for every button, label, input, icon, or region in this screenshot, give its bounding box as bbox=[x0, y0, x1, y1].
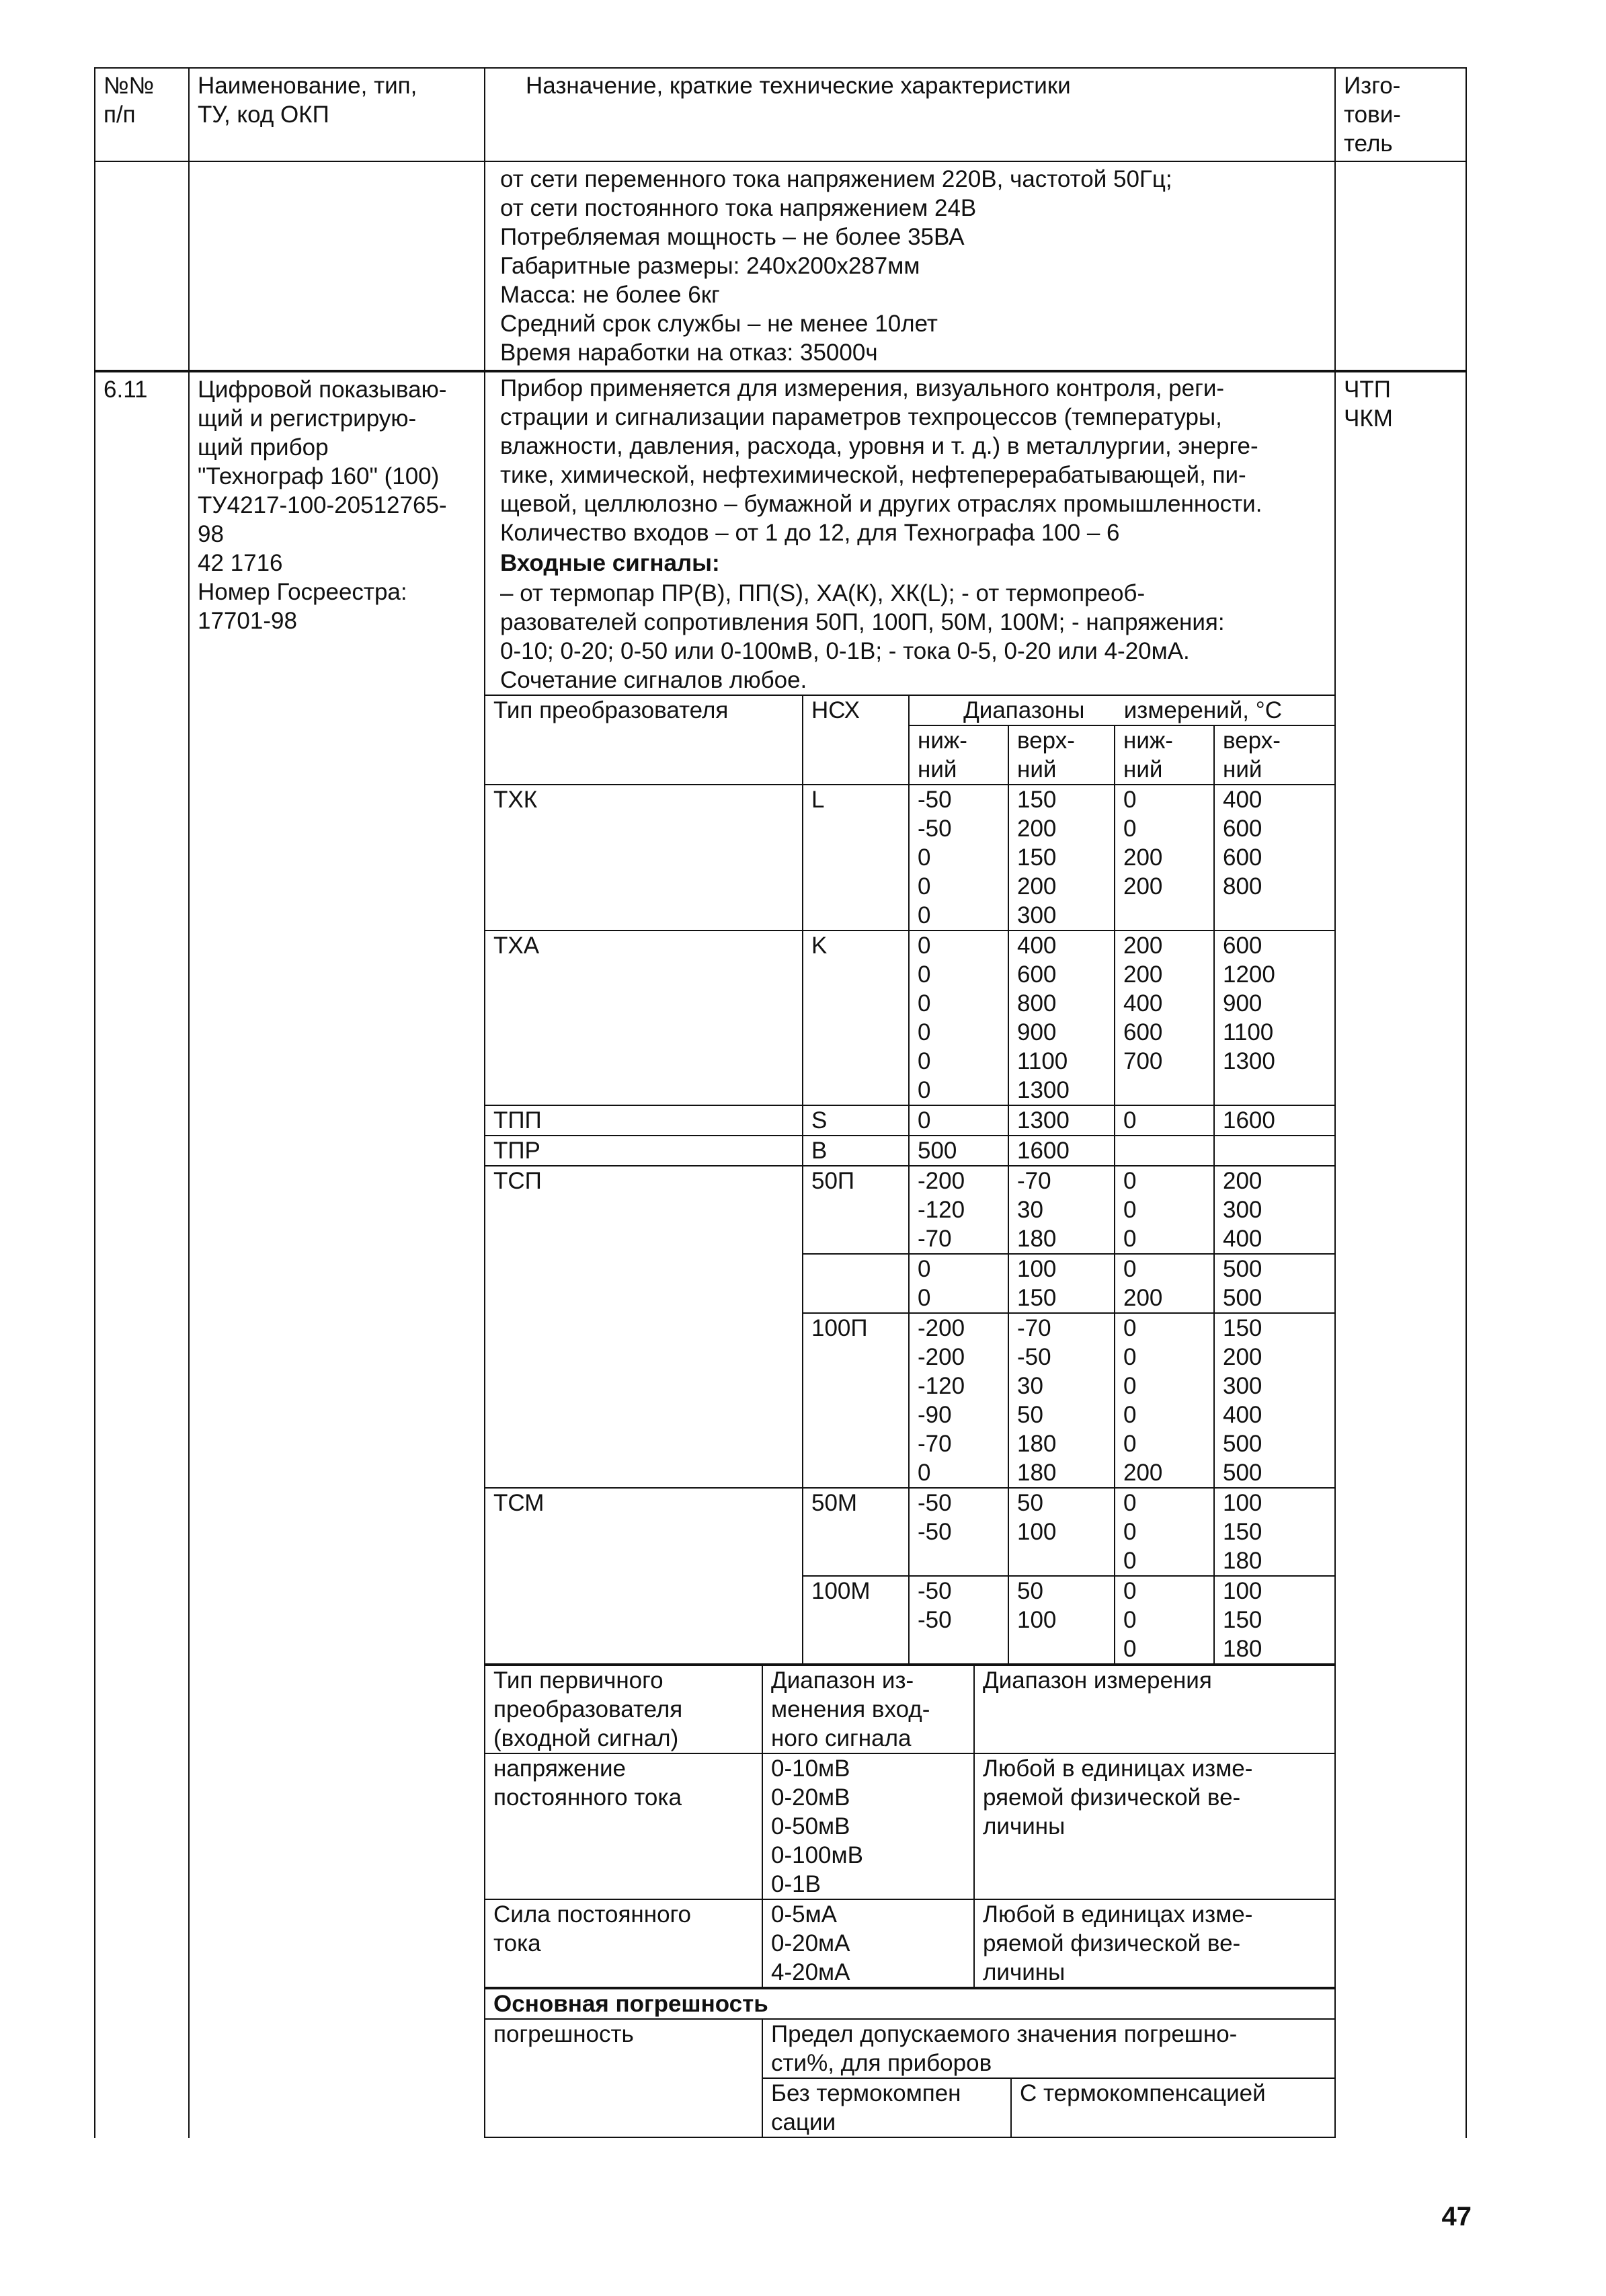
range-type: ТХК bbox=[485, 785, 803, 931]
signal-header-row bbox=[485, 1665, 1336, 1753]
range-lower-2: 200 200 400 600 700 bbox=[1115, 931, 1214, 1105]
item-description: Прибор применяется для измерения, визуального контроля, реги- страции и сигнализации параметров техпроцессов (температуры, влажности, давления, расхода, уровня и т. д.) в металлургии, энерге- тике, химической, нефтехимической, нефтеперерабатывающей, пи- щевой, целлюлозно – бумажной и других отраслях промышленности. Количество входов – от 1 до 12, для Технографа 100 – 6 bbox=[500, 375, 1262, 546]
header-maker: Изго- тови- тель bbox=[1335, 68, 1466, 161]
range-row bbox=[485, 1136, 1336, 1166]
range-lower-1: -50 -50 0 0 0 bbox=[909, 785, 1008, 931]
range-row bbox=[485, 1105, 1336, 1136]
accuracy-title: Основная погрешность bbox=[485, 1989, 1336, 2019]
accuracy-without-compensation: Без термокомпен сации bbox=[762, 2078, 1011, 2137]
range-lower-1: -50 -50 bbox=[909, 1488, 1008, 1576]
range-nsx: B bbox=[803, 1136, 909, 1166]
range-header-low2: ниж- ний bbox=[1115, 725, 1214, 785]
range-header-row bbox=[485, 695, 1336, 725]
range-lower-2: 0 0 0 bbox=[1115, 1576, 1214, 1664]
continuation-line: Средний срок службы – не менее 10лет bbox=[500, 311, 938, 337]
inputs-text: – от термопар ПР(В), ПП(S), ХА(К), ХК(L); - от термопреоб- разователей сопротивления 50П, 100П, 50М, 100М; - напряжения: 0-10; 0-20; 0-50 или 0-100мВ, 0-1В; - тока 0-5, 0-20 или 4-20мА. Сочетание сигналов любое. bbox=[500, 580, 1225, 693]
signal-row bbox=[485, 1753, 1336, 1899]
range-type: ТПР bbox=[485, 1136, 803, 1166]
continuation-line: Масса: не более 6кг bbox=[500, 282, 720, 308]
signal-header-measure: Диапазон измерения bbox=[974, 1665, 1336, 1753]
signal-change: 0-5мА 0-20мА 4-20мА bbox=[762, 1899, 974, 1987]
accuracy-label: погрешность bbox=[485, 2019, 762, 2137]
accuracy-table bbox=[485, 1988, 1336, 2138]
range-row bbox=[485, 1488, 1336, 1576]
range-upper-1: 100 150 bbox=[1008, 1254, 1115, 1313]
signal-row bbox=[485, 1899, 1336, 1987]
range-header-low1: ниж- ний bbox=[909, 725, 1008, 785]
range-lower-1: -50 -50 bbox=[909, 1576, 1008, 1664]
range-table bbox=[485, 695, 1336, 1665]
header-name: Наименование, тип, ТУ, код ОКП bbox=[189, 68, 485, 161]
range-lower-2 bbox=[1115, 1136, 1214, 1166]
range-type: ТСМ bbox=[485, 1488, 803, 1664]
range-row bbox=[485, 1166, 1336, 1254]
signal-measure: Любой в единицах изме- ряемой физической ве- личины bbox=[974, 1899, 1336, 1987]
catalog-table bbox=[94, 67, 1467, 2138]
range-upper-1: 50 100 bbox=[1008, 1576, 1115, 1664]
range-type: ТПП bbox=[485, 1105, 803, 1136]
range-nsx: 100М bbox=[803, 1576, 909, 1664]
range-lower-2: 0 bbox=[1115, 1105, 1214, 1136]
continuation-line: от сети переменного тока напряжением 220В, частотой 50Гц; bbox=[500, 166, 1172, 192]
range-lower-1: 0 bbox=[909, 1105, 1008, 1136]
range-upper-1: 1300 bbox=[1008, 1105, 1115, 1136]
range-header-type: Тип преобразователя bbox=[485, 695, 803, 785]
range-lower-2: 0 0 0 bbox=[1115, 1166, 1214, 1254]
range-upper-1: 1600 bbox=[1008, 1136, 1115, 1166]
signal-header-primary: Тип первичного преобразователя (входной сигнал) bbox=[485, 1665, 762, 1753]
range-nsx: 50П bbox=[803, 1166, 909, 1254]
continuation-line: от сети постоянного тока напряжением 24В bbox=[500, 195, 977, 221]
item-row bbox=[95, 371, 1466, 2138]
item-name: Цифровой показываю- щий и регистрирую- щий прибор "Технограф 160" (100) ТУ4217-100-20512765- 98 42 1716 Номер Госреестра: 17701-98 bbox=[189, 371, 485, 2138]
continuation-line: Габаритные размеры: 240х200х287мм bbox=[500, 253, 920, 279]
range-upper-2: 100 150 180 bbox=[1214, 1576, 1336, 1664]
continuation-text bbox=[485, 161, 1335, 371]
signal-measure: Любой в единицах изме- ряемой физической ве- личины bbox=[974, 1753, 1336, 1899]
range-lower-2: 0 0 200 200 bbox=[1115, 785, 1214, 931]
signal-header-change: Диапазон из- менения вход- ного сигнала bbox=[762, 1665, 974, 1753]
range-row bbox=[485, 785, 1336, 931]
range-lower-2: 0 200 bbox=[1115, 1254, 1214, 1313]
range-upper-2: 150 200 300 400 500 500 bbox=[1214, 1313, 1336, 1488]
signal-change: 0-10мВ 0-20мВ 0-50мВ 0-100мВ 0-1В bbox=[762, 1753, 974, 1899]
item-number: 6.11 bbox=[95, 371, 189, 2138]
range-lower-2: 0 0 0 0 0 200 bbox=[1115, 1313, 1214, 1488]
accuracy-with-compensation: С термокомпенсацией bbox=[1011, 2078, 1336, 2137]
range-upper-1: 400 600 800 900 1100 1300 bbox=[1008, 931, 1115, 1105]
range-type: ТСП bbox=[485, 1166, 803, 1488]
continuation-line: Время наработки на отказ: 35000ч bbox=[500, 340, 878, 366]
accuracy-title-row bbox=[485, 1989, 1336, 2019]
catalog-sheet bbox=[94, 67, 1466, 2138]
range-nsx: K bbox=[803, 931, 909, 1105]
range-lower-1: 0 0 0 0 0 0 bbox=[909, 931, 1008, 1105]
range-nsx: L bbox=[803, 785, 909, 931]
range-lower-1: -200 -120 -70 bbox=[909, 1166, 1008, 1254]
signal-primary: напряжение постоянного тока bbox=[485, 1753, 762, 1899]
range-nsx: 100П bbox=[803, 1313, 909, 1488]
range-upper-2: 200 300 400 bbox=[1214, 1166, 1336, 1254]
range-upper-1: 150 200 150 200 300 bbox=[1008, 785, 1115, 931]
table-header-row bbox=[95, 68, 1466, 161]
range-lower-1: -200 -200 -120 -90 -70 0 bbox=[909, 1313, 1008, 1488]
range-header-high1: верх- ний bbox=[1008, 725, 1115, 785]
accuracy-limit-row bbox=[485, 2019, 1336, 2078]
accuracy-limit: Предел допускаемого значения погрешно- сти%, для приборов bbox=[762, 2019, 1336, 2078]
header-num: №№ п/п bbox=[95, 68, 189, 161]
header-purpose: Назначение, краткие технические характеристики bbox=[485, 68, 1335, 161]
range-header-nsx: НСХ bbox=[803, 695, 909, 785]
range-row bbox=[485, 931, 1336, 1105]
range-upper-1: -70 30 180 bbox=[1008, 1166, 1115, 1254]
range-nsx bbox=[803, 1254, 909, 1313]
page-number: 47 bbox=[1441, 2202, 1472, 2231]
range-upper-2: 1600 bbox=[1214, 1105, 1336, 1136]
signal-table bbox=[485, 1665, 1336, 1988]
range-header-high2: верх- ний bbox=[1214, 725, 1336, 785]
inputs-title: Входные сигналы: bbox=[500, 550, 720, 576]
range-upper-2: 600 1200 900 1100 1300 bbox=[1214, 931, 1336, 1105]
range-upper-2: 400 600 600 800 bbox=[1214, 785, 1336, 931]
range-upper-1: -70 -50 30 50 180 180 bbox=[1008, 1313, 1115, 1488]
signal-primary: Сила постоянного тока bbox=[485, 1899, 762, 1987]
range-header-ranges: Диапазоны измерений, °С bbox=[909, 695, 1336, 725]
item-specification bbox=[485, 371, 1335, 2138]
range-upper-2: 500 500 bbox=[1214, 1254, 1336, 1313]
continuation-row bbox=[95, 161, 1466, 371]
range-type: ТХА bbox=[485, 931, 803, 1105]
continuation-line: Потребляемая мощность – не более 35ВА bbox=[500, 224, 965, 250]
range-nsx: S bbox=[803, 1105, 909, 1136]
range-nsx: 50М bbox=[803, 1488, 909, 1576]
range-upper-1: 50 100 bbox=[1008, 1488, 1115, 1576]
item-maker: ЧТП ЧКМ bbox=[1335, 371, 1466, 2138]
range-lower-1: 500 bbox=[909, 1136, 1008, 1166]
range-lower-1: 0 0 bbox=[909, 1254, 1008, 1313]
range-upper-2: 100 150 180 bbox=[1214, 1488, 1336, 1576]
range-upper-2 bbox=[1214, 1136, 1336, 1166]
range-lower-2: 0 0 0 bbox=[1115, 1488, 1214, 1576]
